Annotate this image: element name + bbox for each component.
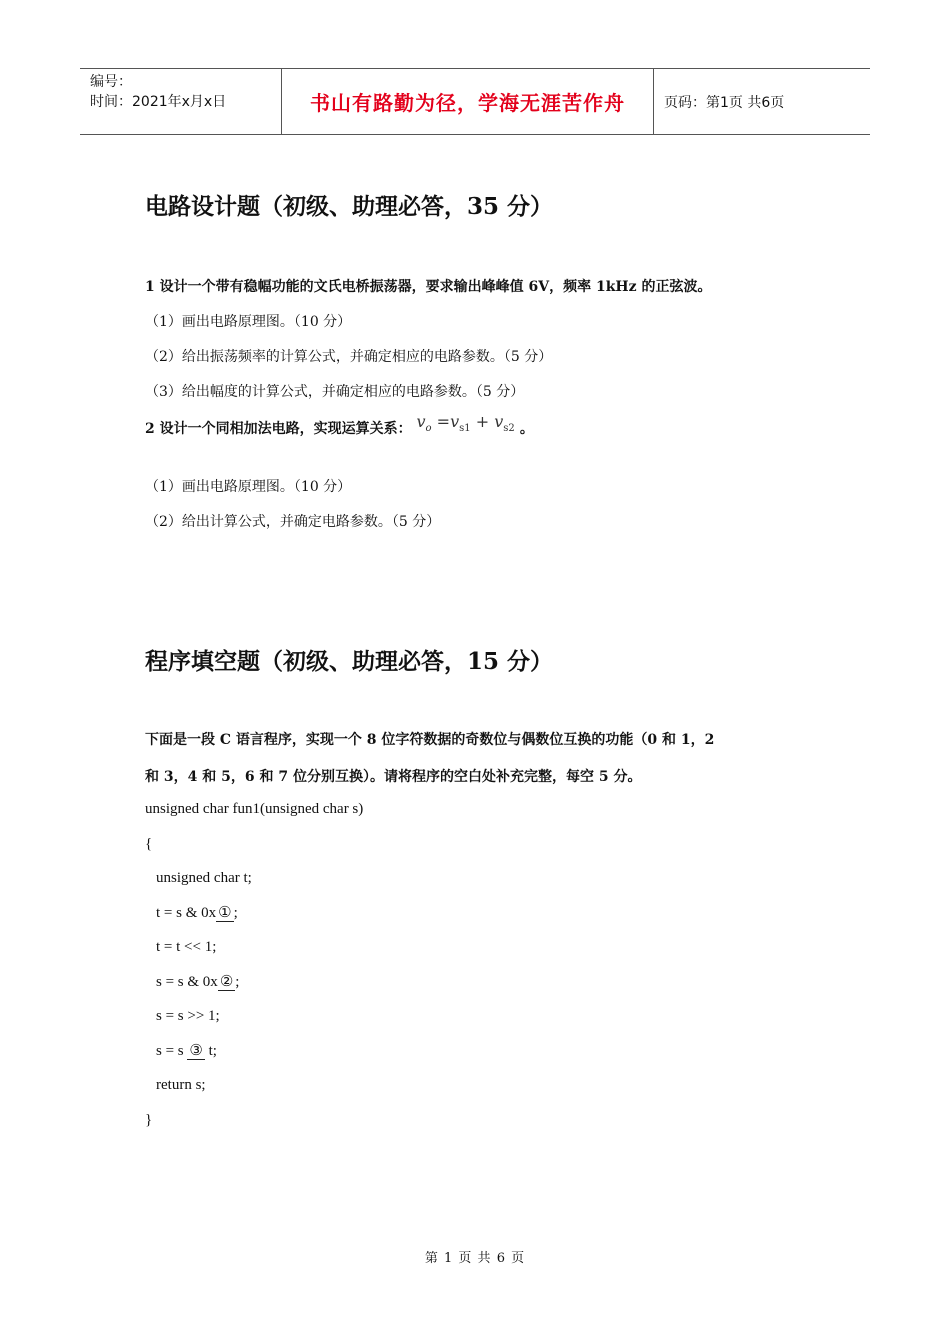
blank-1: ① — [218, 905, 232, 921]
q1-item-3: （3）给出幅度的计算公式，并确定相应的电路参数。（5 分） — [145, 384, 525, 400]
blank-2: ② — [219, 974, 234, 990]
q2-item-1: （1）画出电路原理图。（10 分） — [145, 479, 352, 495]
q2-prefix: 2 设计一个同相加法电路，实现运算关系： — [145, 421, 412, 437]
code-line-open-brace: { — [145, 836, 153, 852]
code-text: ; — [235, 974, 240, 990]
code-line-combine — [156, 1043, 217, 1060]
code-text: ; — [233, 905, 238, 921]
formula-vs2-sub: s2 — [503, 423, 515, 435]
program-desc-line-1: 下面是一段 C 语言程序，实现一个 8 位字符数据的奇数位与偶数位互换的功能（0 和 1，2 — [145, 732, 715, 748]
code-text: s = s — [156, 1043, 188, 1059]
code-line-return: return s; — [156, 1077, 206, 1093]
code-line-shift-right: s = s >> 1; — [156, 1008, 220, 1024]
code-text: s = s & 0x — [156, 974, 218, 990]
formula-eq: = — [436, 412, 451, 431]
sum-formula — [416, 412, 520, 435]
code-line-shift-left: t = t << 1; — [156, 939, 217, 955]
program-desc-line-2: 和 3，4 和 5，6 和 7 位分别互换）。请将程序的空白处补充完整，每空 5 分。 — [145, 769, 642, 785]
formula-vs1: v — [450, 412, 460, 431]
code-line-mask-t — [156, 905, 238, 922]
formula-vs2: v — [494, 412, 504, 431]
doc-time-label: 时间：2021年x月x日 — [90, 94, 227, 110]
q2-item-2: （2）给出计算公式，并确定电路参数。（5 分） — [145, 514, 441, 530]
section-title-program: 程序填空题（初级、助理必答，15 分） — [145, 648, 554, 675]
header-motto: 书山有路勤为径，学海无涯苦作舟 — [281, 69, 654, 134]
header-meta — [80, 69, 281, 134]
code-line-decl: unsigned char t; — [156, 870, 252, 886]
header-page-info: 页码：第1页 共6页 — [664, 94, 785, 111]
q2-suffix: 。 — [519, 421, 534, 437]
code-text: t; — [204, 1043, 217, 1059]
code-line-mask-s — [156, 974, 239, 991]
q1-item-2: （2）给出振荡频率的计算公式，并确定相应的电路参数。（5 分） — [145, 349, 553, 365]
code-text: t = s & 0x — [156, 905, 217, 921]
code-line-signature: unsigned char fun1(unsigned char s) — [145, 801, 364, 817]
q1-item-1: （1）画出电路原理图。（10 分） — [145, 314, 352, 330]
page-header — [80, 68, 870, 135]
question-2 — [145, 412, 534, 440]
formula-vs1-sub: s1 — [459, 423, 471, 435]
question-1: 1 设计一个带有稳幅功能的文氏电桥振荡器，要求输出峰峰值 6V，频率 1kHz 的正弦波。 — [145, 279, 712, 295]
formula-plus: + — [475, 412, 490, 431]
code-line-close-brace: } — [145, 1112, 153, 1128]
doc-number-label: 编号： — [90, 74, 132, 90]
blank-3: ③ — [189, 1043, 203, 1059]
formula-vo: v — [416, 412, 426, 431]
formula-vo-sub: o — [425, 423, 432, 435]
page-footer: 第 1 页 共 6 页 — [424, 1251, 526, 1266]
section-title-circuit: 电路设计题（初级、助理必答，35 分） — [145, 193, 554, 220]
